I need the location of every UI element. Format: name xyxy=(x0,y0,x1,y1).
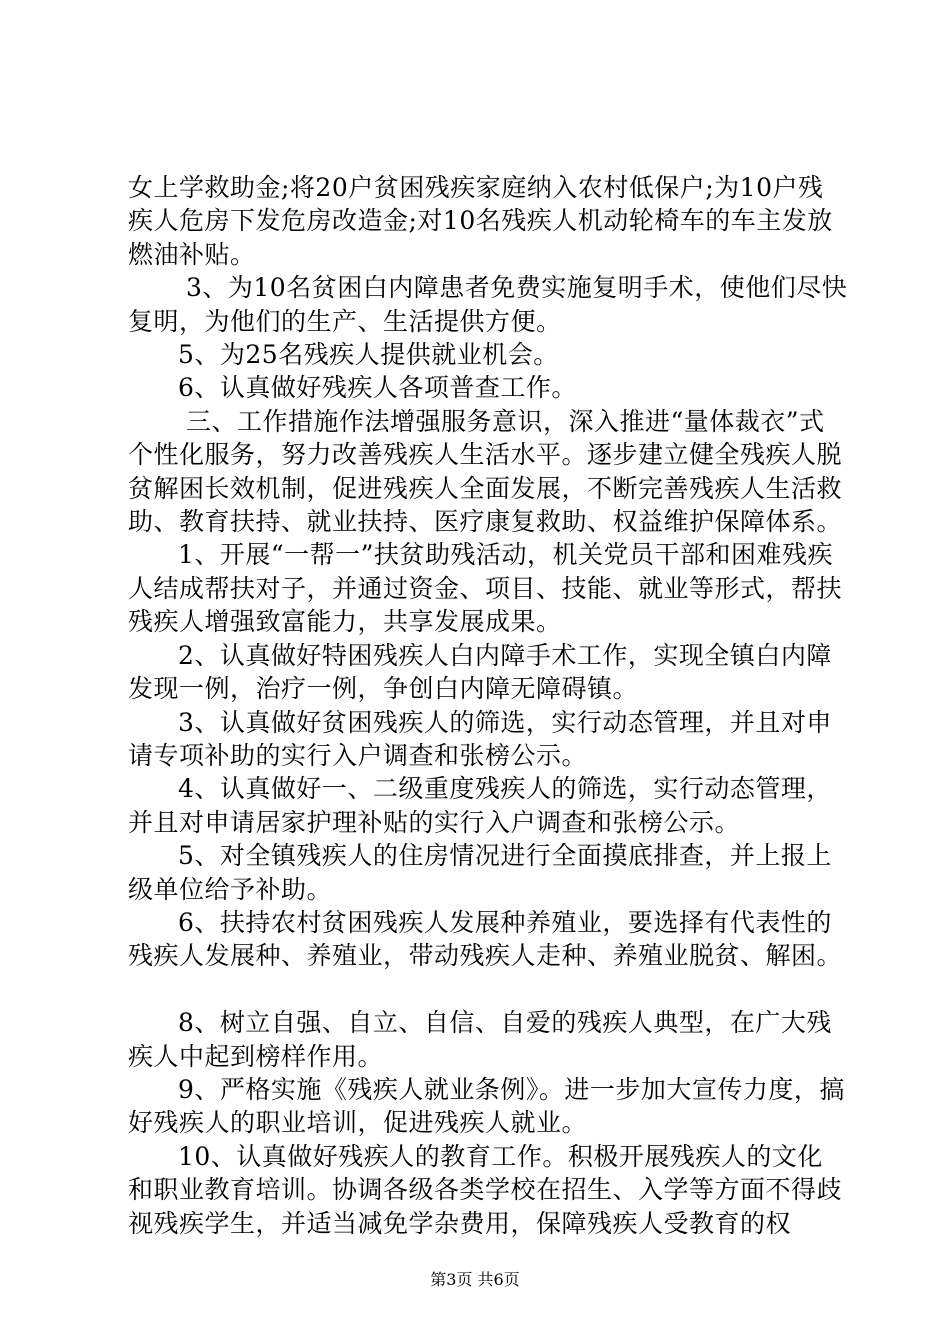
paragraph-measure-9: 9、严格实施《残疾人就业条例》。进一步加大宣传力度，搞好残疾人的职业培训，促进残疾人就业。 xyxy=(128,1074,845,1138)
blank-line xyxy=(128,973,848,1006)
page-footer xyxy=(0,1270,950,1290)
paragraph-item-6-census: 6、认真做好残疾人各项普查工作。 xyxy=(178,373,577,403)
paragraph-measure-3: 3、认真做好贫困残疾人的筛选，实行动态管理，并且对申请专项补助的实行入户调查和张榜公示。 xyxy=(128,707,832,770)
paragraph-measure-4: 4、认真做好一、二级重度残疾人的筛选，实行动态管理，并且对申请居家护理补贴的实行入户调查和张榜公示。 xyxy=(128,774,832,837)
paragraph-measure-1: 1、开展“一帮一”扶贫助残活动，机关党员干部和困难残疾人结成帮扶对子，并通过资金、项目、技能、就业等形式，帮扶残疾人增强致富能力，共享发展成果。 xyxy=(128,540,843,637)
paragraph-measure-2: 2、认真做好特困残疾人白内障手术工作，实现全镇白内障发现一例，治疗一例，争创白内障无障碍镇。 xyxy=(128,640,832,704)
paragraph-measure-5: 5、对全镇残疾人的住房情况进行全面摸底排查，并上报上级单位给予补助。 xyxy=(128,841,832,904)
paragraph-section-three: 三、工作措施作法增强服务意识，深入推进“量体裁衣”式个性化服务，努力改善残疾人生活水平。逐步建立健全残疾人脱贫解困长效机制，促进残疾人全面发展，不断完善残疾人生活救助、教育扶持、就业扶持、医疗康复救助、权益维护保障体系。 xyxy=(128,406,843,537)
document-body xyxy=(128,171,848,1240)
paragraph-item-3-cataract: 3、为10名贫困白内障患者免费实施复明手术，使他们尽快复明，为他们的生产、生活提供方便。 xyxy=(128,273,848,336)
paragraph-item-5-employment: 5、为25名残疾人提供就业机会。 xyxy=(178,340,559,370)
paragraph-measure-10: 10、认真做好残疾人的教育工作。积极开展残疾人的文化和职业教育培训。协调各级各类学校在招生、入学等方面不得歧视残疾学生，并适当减免学杂费用，保障残疾人受教育的权 xyxy=(128,1141,843,1238)
paragraph-measure-8: 8、树立自强、自立、自信、自爱的残疾人典型，在广大残疾人中起到榜样作用。 xyxy=(128,1008,832,1071)
page-number-label: 第3页 共6页 xyxy=(430,1270,520,1289)
paragraph-measure-6: 6、扶持农村贫困残疾人发展种养殖业，要选择有代表性的残疾人发展种、养殖业，带动残疾人走种、养殖业脱贫、解困。 xyxy=(128,907,843,971)
paragraph-continued: 女上学救助金;将20户贫困残疾家庭纳入农村低保户;为10户残疾人危房下发危房改造金;对10名残疾人机动轮椅车的车主发放燃油补贴。 xyxy=(128,173,833,269)
